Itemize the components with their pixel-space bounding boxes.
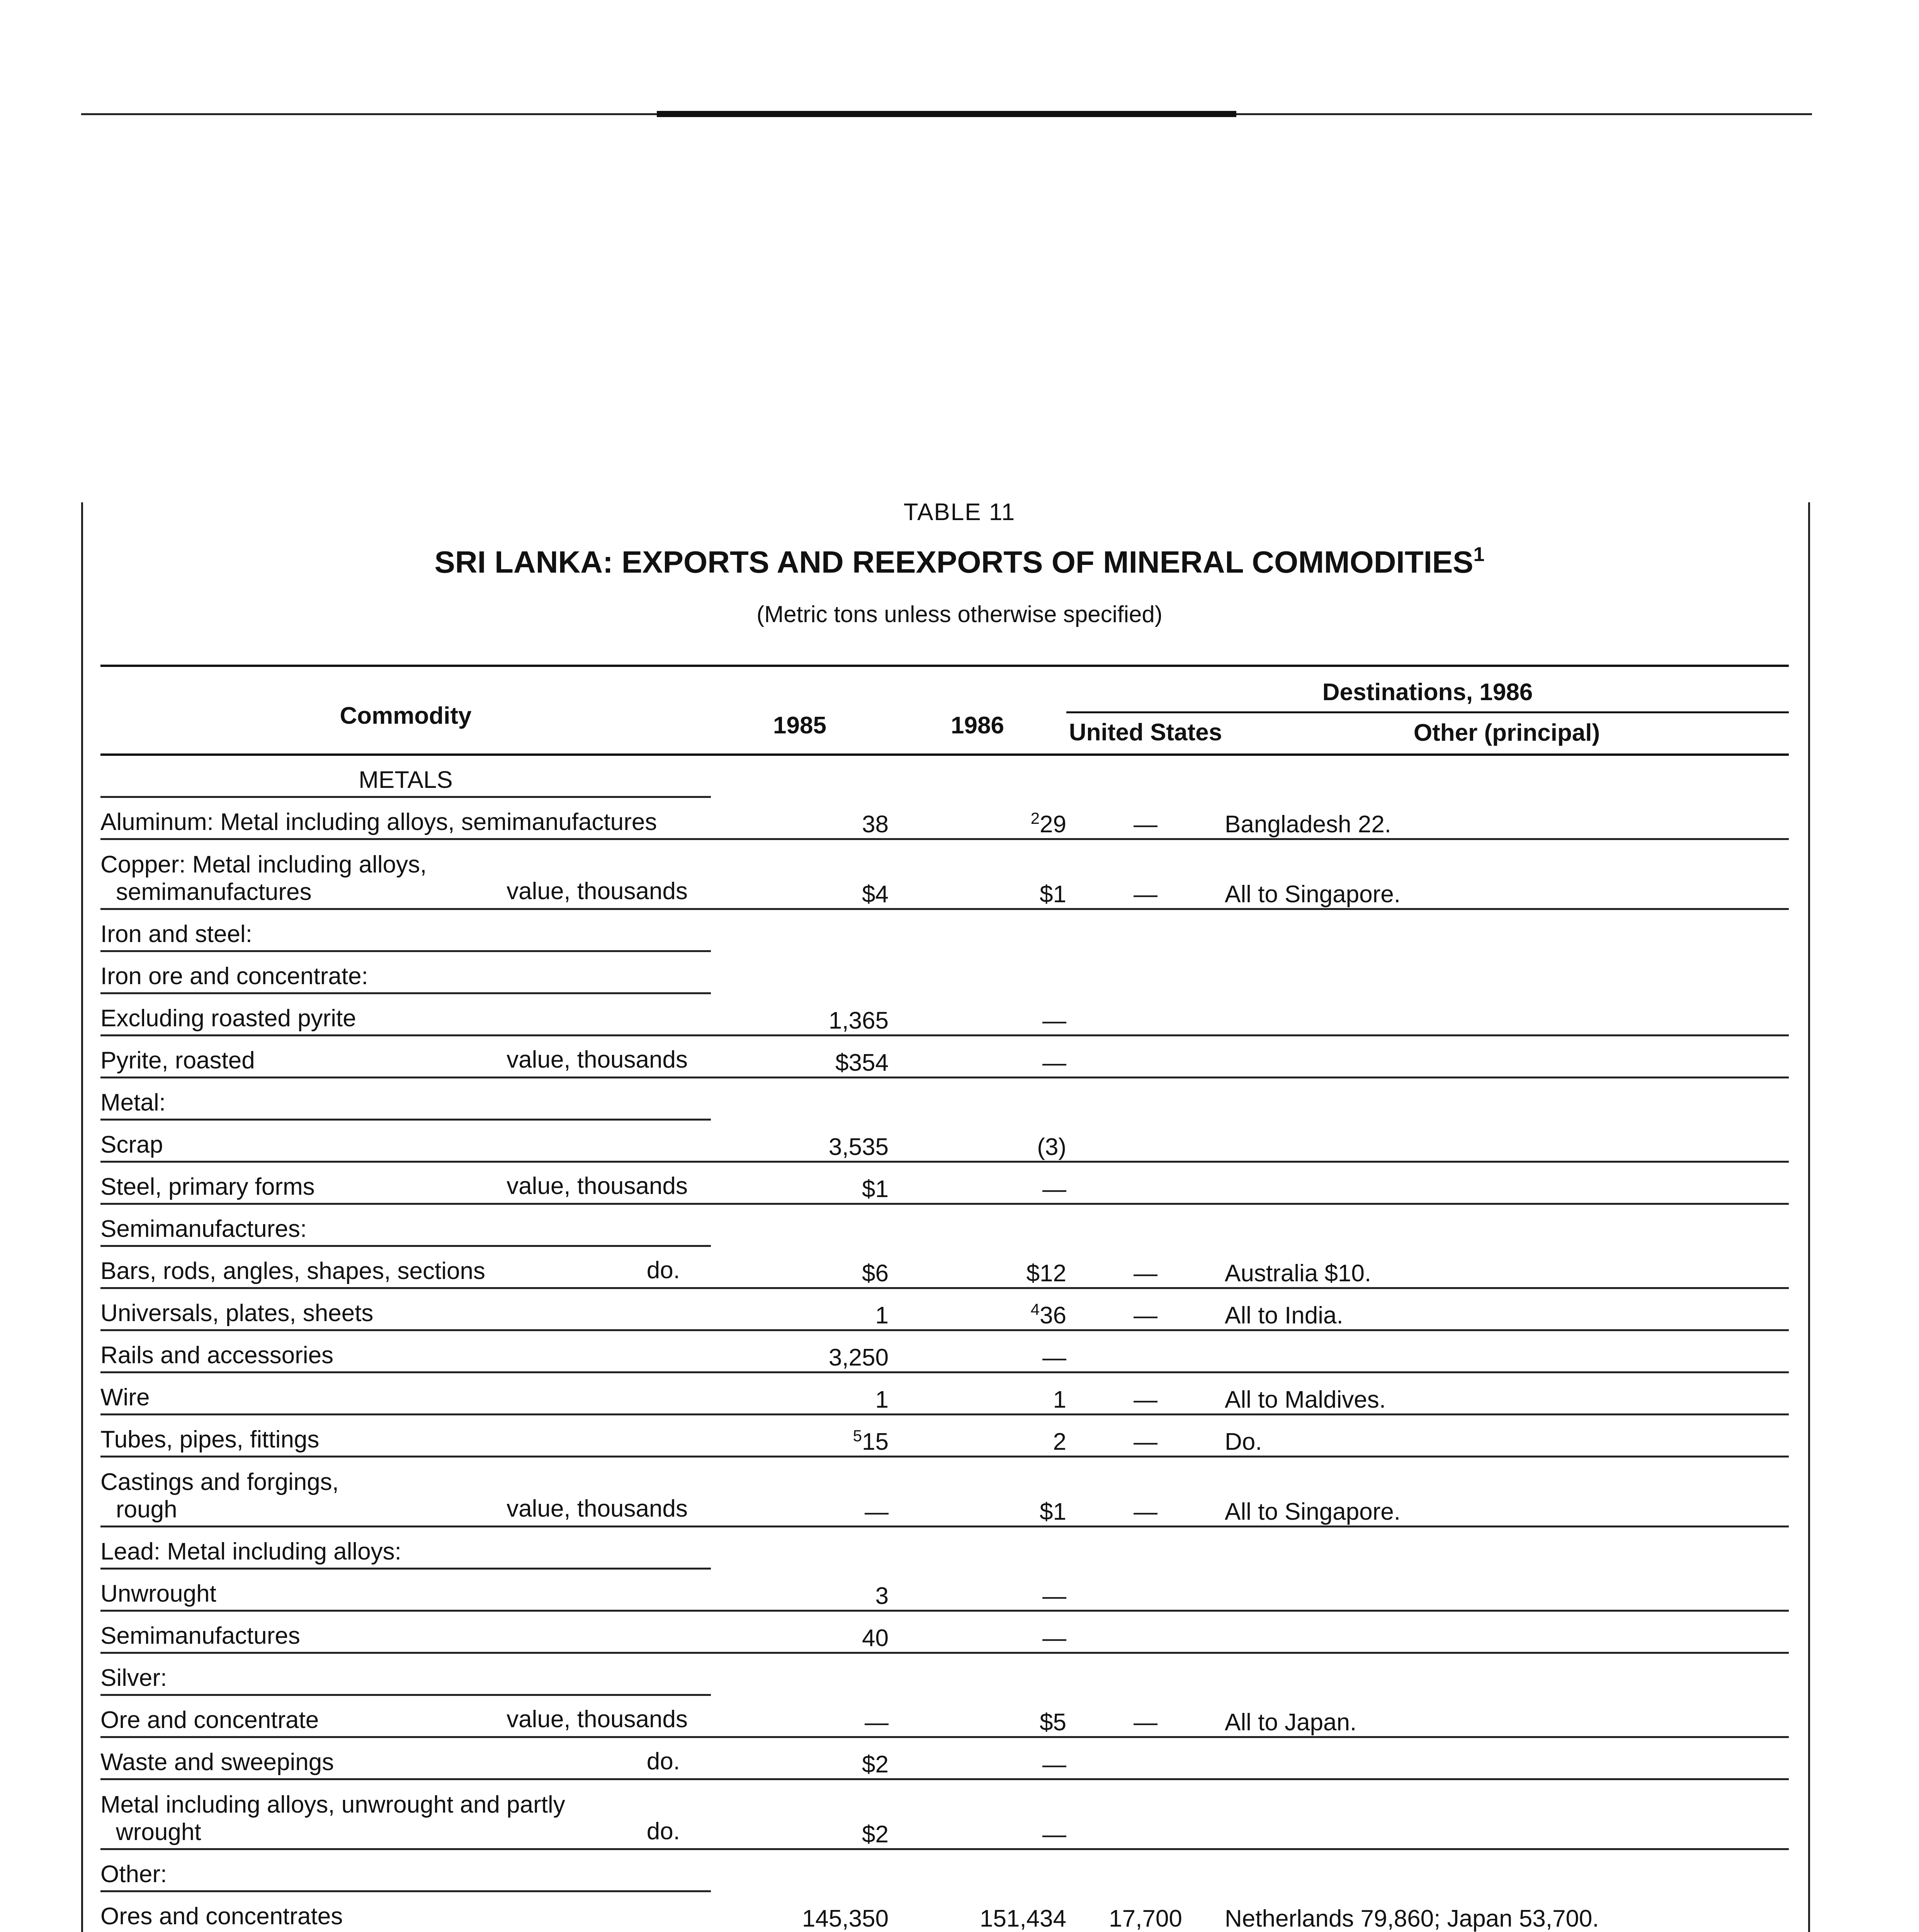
value-1985-value: 38 [862, 811, 889, 838]
commodity-cell [100, 993, 711, 1036]
value-1985 [711, 839, 889, 909]
table-row [100, 1162, 1789, 1204]
value-united-states-value: — [1134, 881, 1158, 908]
right-margin-rule [1808, 502, 1810, 1932]
commodity-label: Excluding roasted pyrite [100, 1005, 356, 1032]
commodity-cell [100, 797, 711, 839]
value-1986 [889, 1569, 1066, 1611]
value-1986 [889, 1737, 1066, 1779]
value-other-destinations [1225, 1415, 1789, 1457]
table-row [100, 1372, 1789, 1415]
value-other-destinations [1225, 951, 1789, 993]
commodity-cell [100, 1330, 711, 1372]
value-1986 [889, 1120, 1066, 1162]
value-1986-value: — [1042, 1344, 1066, 1371]
value-other-destinations-value: Do. [1225, 1429, 1262, 1455]
col-header-commodity: Commodity [100, 666, 711, 755]
value-1985 [711, 1372, 889, 1415]
commodity-label-continued: rough [116, 1496, 177, 1523]
commodity-cell [100, 1288, 711, 1330]
commodity-cell [100, 1737, 711, 1779]
value-1985-value: 145,350 [802, 1905, 889, 1932]
commodity-label: Lead: Metal including alloys: [100, 1538, 401, 1565]
value-1985 [711, 1891, 889, 1932]
commodity-cell [100, 1457, 711, 1527]
value-1986-value: 2 [1053, 1429, 1066, 1455]
commodity-label: Castings and forgings, [100, 1469, 339, 1495]
commodity-label: Semimanufactures [100, 1622, 300, 1649]
value-united-states [1066, 1415, 1225, 1457]
value-1986 [889, 1457, 1066, 1527]
commodity-cell [100, 909, 711, 951]
value-other-destinations [1225, 1457, 1789, 1527]
value-1986-value: — [1042, 1049, 1066, 1076]
commodity-label-continued: wrought [116, 1819, 201, 1845]
value-united-states [1066, 1891, 1225, 1932]
table-row [100, 1036, 1789, 1078]
value-1986 [889, 1330, 1066, 1372]
commodity-label: Aluminum: Metal including alloys, semimanufactures [100, 809, 657, 835]
commodity-label: Metal: [100, 1089, 166, 1116]
value-1985 [711, 1849, 889, 1891]
table-row [100, 1330, 1789, 1372]
value-other-destinations [1225, 1120, 1789, 1162]
value-other-destinations [1225, 1653, 1789, 1695]
commodity-cell [100, 1849, 711, 1891]
value-other-destinations-value: Netherlands 79,860; Japan 53,700. [1225, 1905, 1599, 1932]
value-1986-value: 151,434 [979, 1905, 1066, 1932]
footnote-marker: 4 [1030, 1300, 1040, 1318]
value-1986 [889, 1849, 1066, 1891]
value-other-destinations [1225, 1611, 1789, 1653]
value-other-destinations [1225, 993, 1789, 1036]
value-1985 [711, 1246, 889, 1288]
value-united-states [1066, 1288, 1225, 1330]
value-1985 [711, 909, 889, 951]
value-other-destinations-value: Australia $10. [1225, 1260, 1372, 1287]
commodity-label: Universals, plates, sheets [100, 1300, 374, 1327]
value-other-destinations [1225, 1330, 1789, 1372]
value-other-destinations [1225, 909, 1789, 951]
value-1986 [889, 993, 1066, 1036]
value-other-destinations [1225, 1737, 1789, 1779]
commodity-label: Bars, rods, angles, shapes, sections [100, 1258, 485, 1284]
value-other-destinations-value: All to Singapore. [1225, 881, 1401, 908]
value-1986 [889, 1288, 1066, 1330]
table-row [100, 1695, 1789, 1737]
value-1985 [711, 1457, 889, 1527]
value-united-states [1066, 797, 1225, 839]
commodity-cell [100, 1078, 711, 1120]
col-header-united-states: United States [1066, 713, 1225, 755]
commodity-label: Waste and sweepings [100, 1749, 334, 1776]
value-1986 [889, 797, 1066, 839]
footnote-marker: 5 [853, 1427, 862, 1445]
value-1986 [889, 1695, 1066, 1737]
commodity-cell [100, 1120, 711, 1162]
value-1985 [711, 1527, 889, 1569]
empty-cell [711, 755, 889, 797]
value-1986 [889, 839, 1066, 909]
commodity-cell [100, 1036, 711, 1078]
commodity-cell [100, 755, 711, 797]
value-1986 [889, 1415, 1066, 1457]
unit-label: value, thousands [507, 1173, 688, 1199]
value-1985 [711, 1695, 889, 1737]
commodity-cell [100, 1695, 711, 1737]
value-1986 [889, 1611, 1066, 1653]
commodity-cell [100, 1779, 711, 1849]
value-1985 [711, 797, 889, 839]
value-1986-value: 1 [1053, 1386, 1066, 1413]
value-united-states [1066, 839, 1225, 909]
value-united-states-value: — [1134, 1709, 1158, 1736]
value-united-states [1066, 1204, 1225, 1246]
table-row [100, 1415, 1789, 1457]
value-other-destinations [1225, 1372, 1789, 1415]
value-other-destinations [1225, 839, 1789, 909]
table-row [100, 1891, 1789, 1932]
value-1985 [711, 1078, 889, 1120]
value-1986 [889, 1078, 1066, 1120]
value-1986 [889, 1204, 1066, 1246]
unit-label: do. [646, 1818, 680, 1845]
value-1986 [889, 1162, 1066, 1204]
table-title-text: SRI LANKA: EXPORTS AND REEXPORTS OF MINERAL COMMODITIES [434, 545, 1474, 579]
commodity-label: Metal including alloys, unwrought and partly [100, 1791, 565, 1818]
commodity-cell [100, 839, 711, 909]
table-row [100, 1569, 1789, 1611]
value-united-states [1066, 1457, 1225, 1527]
value-1986-value: $12 [1026, 1260, 1066, 1287]
table-row [100, 1246, 1789, 1288]
commodity-cell [100, 1569, 711, 1611]
value-united-states [1066, 1569, 1225, 1611]
value-1986 [889, 1527, 1066, 1569]
value-united-states [1066, 993, 1225, 1036]
table-row [100, 1204, 1789, 1246]
table-row [100, 797, 1789, 839]
value-1986-value: — [1042, 1176, 1066, 1202]
value-other-destinations-value: All to Maldives. [1225, 1386, 1386, 1413]
value-1985-value: $2 [862, 1751, 889, 1778]
section-row [100, 755, 1789, 797]
value-1985 [711, 1330, 889, 1372]
value-1985 [711, 1653, 889, 1695]
value-united-states [1066, 1779, 1225, 1849]
commodity-cell [100, 1653, 711, 1695]
value-1986-value: (3) [1037, 1134, 1066, 1160]
commodity-label: Scrap [100, 1131, 163, 1158]
commodity-cell [100, 1246, 711, 1288]
value-united-states [1066, 1737, 1225, 1779]
value-1985-value: 15 [862, 1429, 889, 1455]
value-united-states [1066, 1695, 1225, 1737]
value-other-destinations [1225, 1204, 1789, 1246]
value-united-states [1066, 1372, 1225, 1415]
value-other-destinations [1225, 1569, 1789, 1611]
value-1986 [889, 1372, 1066, 1415]
commodity-label-continued: semimanufactures [116, 879, 312, 905]
value-1985-value: 3,535 [828, 1134, 889, 1160]
value-other-destinations [1225, 1162, 1789, 1204]
footnote-marker: 2 [1030, 809, 1040, 827]
commodity-cell [100, 1162, 711, 1204]
table-row [100, 1737, 1789, 1779]
left-margin-rule [81, 502, 83, 1932]
value-1985-value: $6 [862, 1260, 889, 1287]
value-united-states-value: — [1134, 1302, 1158, 1329]
value-1985-value: — [865, 1709, 889, 1736]
value-other-destinations-value: All to Japan. [1225, 1709, 1357, 1736]
value-united-states [1066, 1036, 1225, 1078]
value-1985-value: $1 [862, 1176, 889, 1202]
value-1985 [711, 1737, 889, 1779]
value-1985-value: 3,250 [828, 1344, 889, 1371]
value-other-destinations [1225, 1036, 1789, 1078]
value-other-destinations [1225, 1246, 1789, 1288]
value-other-destinations-value: All to Singapore. [1225, 1498, 1401, 1525]
value-1985-value: 1,365 [828, 1007, 889, 1034]
commodity-cell [100, 1611, 711, 1653]
value-united-states-value: 17,700 [1109, 1905, 1182, 1932]
value-united-states [1066, 1653, 1225, 1695]
commodity-label: Pyrite, roasted [100, 1047, 255, 1074]
value-1985-value: $2 [862, 1821, 889, 1848]
commodity-label: Tubes, pipes, fittings [100, 1426, 320, 1453]
unit-label: value, thousands [507, 1046, 688, 1073]
value-1986-value: — [1042, 1821, 1066, 1848]
value-united-states [1066, 1527, 1225, 1569]
table-row [100, 1457, 1789, 1527]
table-row [100, 839, 1789, 909]
table-row [100, 1288, 1789, 1330]
value-1986 [889, 1779, 1066, 1849]
table-row [100, 1611, 1789, 1653]
top-rule-accent [657, 111, 1236, 117]
unit-label: do. [646, 1257, 680, 1284]
value-1986 [889, 1653, 1066, 1695]
value-1986 [889, 1246, 1066, 1288]
table-subtitle: (Metric tons unless otherwise specified) [756, 601, 1163, 627]
value-1985-value: $354 [835, 1049, 889, 1076]
value-1986-value: 36 [1040, 1302, 1066, 1329]
commodity-label: Rails and accessories [100, 1342, 334, 1369]
value-other-destinations [1225, 1779, 1789, 1849]
unit-label: value, thousands [507, 1495, 688, 1522]
value-1985 [711, 1569, 889, 1611]
value-1986-value: $1 [1040, 881, 1066, 908]
commodity-cell [100, 1415, 711, 1457]
commodity-label: Semimanufactures: [100, 1216, 307, 1242]
value-united-states [1066, 1330, 1225, 1372]
col-header-other: Other (principal) [1225, 713, 1789, 755]
table-row [100, 1078, 1789, 1120]
value-1985 [711, 1204, 889, 1246]
value-other-destinations [1225, 797, 1789, 839]
value-united-states [1066, 1078, 1225, 1120]
unit-label: value, thousands [507, 1706, 688, 1733]
commodity-cell [100, 1527, 711, 1569]
commodity-label: Wire [100, 1384, 150, 1411]
value-1985 [711, 993, 889, 1036]
value-1986-value: — [1042, 1583, 1066, 1609]
empty-cell [889, 755, 1066, 797]
value-united-states [1066, 1246, 1225, 1288]
value-1986-value: 29 [1040, 811, 1066, 838]
commodity-label: Unwrought [100, 1580, 216, 1607]
value-1985 [711, 1779, 889, 1849]
commodity-cell [100, 1204, 711, 1246]
empty-cell [1225, 755, 1789, 797]
value-1985 [711, 1288, 889, 1330]
table-body [100, 755, 1789, 1932]
value-1985 [711, 951, 889, 993]
value-other-destinations [1225, 1527, 1789, 1569]
table-row [100, 1779, 1789, 1849]
value-united-states [1066, 1611, 1225, 1653]
value-other-destinations [1225, 1849, 1789, 1891]
col-header-1985: 1985 [711, 666, 889, 755]
value-united-states-value: — [1134, 1386, 1158, 1413]
value-united-states [1066, 1120, 1225, 1162]
commodity-cell [100, 1372, 711, 1415]
value-united-states-value: — [1134, 1498, 1158, 1525]
commodity-label: Other: [100, 1861, 167, 1888]
value-united-states-value: — [1134, 1429, 1158, 1455]
value-1986-value: $1 [1040, 1498, 1066, 1525]
table-row [100, 993, 1789, 1036]
header-row [100, 666, 1789, 713]
table-row [100, 1653, 1789, 1695]
value-united-states [1066, 1162, 1225, 1204]
value-united-states-value: — [1134, 811, 1158, 838]
value-1985-value: 40 [862, 1625, 889, 1651]
table-title [0, 543, 1919, 580]
value-other-destinations [1225, 1695, 1789, 1737]
commodity-cell [100, 951, 711, 993]
commodity-label: Iron ore and concentrate: [100, 963, 368, 990]
value-1985-value: 1 [875, 1302, 889, 1329]
value-1985 [711, 1162, 889, 1204]
value-other-destinations-value: All to India. [1225, 1302, 1343, 1329]
exports-table [100, 665, 1789, 1932]
col-header-destinations: Destinations, 1986 [1066, 666, 1789, 713]
value-1985-value: — [865, 1498, 889, 1525]
commodity-label: Steel, primary forms [100, 1173, 315, 1200]
commodity-label: Silver: [100, 1665, 167, 1691]
value-1985 [711, 1415, 889, 1457]
value-1985-value: 1 [875, 1386, 889, 1413]
value-united-states-value: — [1134, 1260, 1158, 1287]
value-1985 [711, 1611, 889, 1653]
commodity-label: Copper: Metal including alloys, [100, 851, 427, 878]
commodity-cell [100, 1891, 711, 1932]
table-row [100, 951, 1789, 993]
value-1985-value: 3 [875, 1583, 889, 1609]
value-united-states [1066, 1849, 1225, 1891]
value-1985 [711, 1120, 889, 1162]
value-1986 [889, 1891, 1066, 1932]
value-1986 [889, 951, 1066, 993]
table-row [100, 1849, 1789, 1891]
commodity-label: Ore and concentrate [100, 1707, 319, 1733]
value-1986 [889, 909, 1066, 951]
value-other-destinations [1225, 1891, 1789, 1932]
value-1986 [889, 1036, 1066, 1078]
unit-label: value, thousands [507, 878, 688, 905]
value-other-destinations [1225, 1288, 1789, 1330]
commodity-label: METALS [359, 767, 453, 793]
table-row [100, 1527, 1789, 1569]
value-1986-value: — [1042, 1625, 1066, 1651]
table-label: TABLE 11 [903, 499, 1016, 526]
value-united-states [1066, 951, 1225, 993]
value-1985 [711, 1036, 889, 1078]
value-other-destinations [1225, 1078, 1789, 1120]
empty-cell [1066, 755, 1225, 797]
unit-label: do. [646, 1748, 680, 1775]
value-1986-value: — [1042, 1007, 1066, 1034]
commodity-label: Ores and concentrates [100, 1903, 343, 1930]
value-other-destinations-value: Bangladesh 22. [1225, 811, 1391, 838]
value-1985-value: $4 [862, 881, 889, 908]
table-title-footnote: 1 [1473, 543, 1485, 566]
table-row [100, 1120, 1789, 1162]
col-header-1986: 1986 [889, 666, 1066, 755]
commodity-label: Iron and steel: [100, 921, 252, 947]
table-row [100, 909, 1789, 951]
value-1986-value: $5 [1040, 1709, 1066, 1736]
value-1986-value: — [1042, 1751, 1066, 1778]
value-united-states [1066, 909, 1225, 951]
